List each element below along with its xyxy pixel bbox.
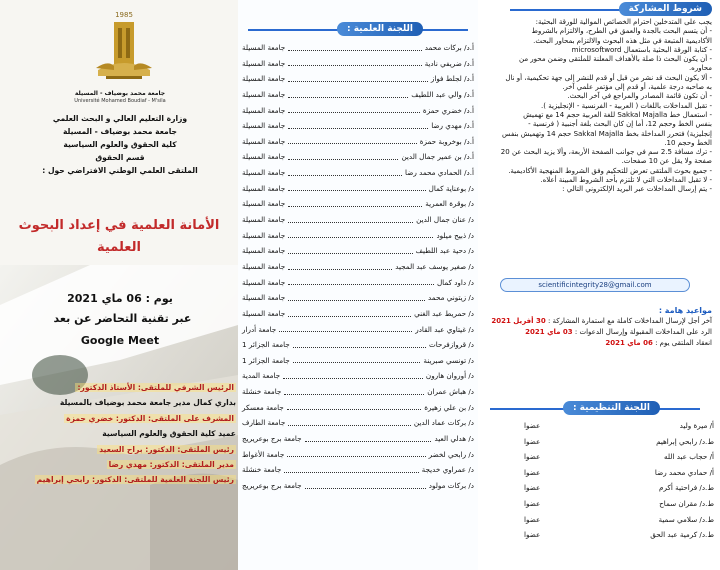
list-item <box>242 40 474 56</box>
member-university: جامعة المسيلة <box>242 152 286 162</box>
date-value: 30 أفريل 2021 <box>491 317 546 325</box>
dates-title: مواعيد هامة : <box>658 306 712 315</box>
member-university: جامعة برج بوعريريج <box>242 480 302 490</box>
officials-list <box>4 380 236 488</box>
condition-line: - كتابة الورقة البحثية باستعمال microsoftword <box>571 45 712 54</box>
official-text: الرئيس الشرفي للملتقى: الأستاذ الدكتور: <box>77 383 234 392</box>
list-item <box>242 103 474 119</box>
member-role: عضوا <box>524 498 541 508</box>
member-university: جامعة المدية <box>242 371 281 381</box>
leader-dots <box>305 478 426 489</box>
member-name: أ.د/ ضريفي نادية <box>424 58 474 68</box>
member-name: ط.د/ مقران سماح <box>659 498 714 508</box>
list-item <box>242 290 474 306</box>
member-university: جامعة المسيلة <box>242 261 286 271</box>
condition-line: يجب على المتدخلين احترام الخصائص الموالية للورقة البحثية: <box>535 18 712 26</box>
member-university: جامعة المسيلة <box>242 121 286 131</box>
member-name: د/ بركات عماد الدين <box>413 418 474 428</box>
leader-dots <box>288 56 421 67</box>
list-item <box>242 447 474 463</box>
member-university: جامعة خنشلة <box>242 387 282 397</box>
list-item <box>242 181 474 197</box>
condition-line: صفحة ولا يقل عن 10 صفحات. <box>621 157 712 166</box>
list-item <box>242 337 474 353</box>
member-name: د/ دحية عبد اللطيف <box>415 246 474 256</box>
divider <box>510 9 620 11</box>
member-role: عضوا <box>524 452 541 462</box>
cover-panel <box>0 0 238 570</box>
university-name-fr: Université Mohamed Boudiaf - M'sila <box>74 98 166 104</box>
member-university: جامعة المسيلة <box>242 168 286 178</box>
leader-dots <box>288 103 420 114</box>
condition-line: إنجليزية) فتحرر المداخلة بخط Sakkal Majalla حجم 14 وتهميش بنفس <box>502 129 712 138</box>
leader-dots <box>288 149 398 160</box>
list-item <box>242 149 474 165</box>
member-university: جامعة المسيلة <box>242 246 286 256</box>
member-name: د/ بوقرة العمرية <box>425 199 474 209</box>
header-line: كلية الحقوق والعلوم السياسية <box>63 140 177 149</box>
member-name: د/ زيتوني محمد <box>428 293 474 303</box>
official-line <box>4 472 236 487</box>
important-dates <box>482 305 712 349</box>
member-university: جامعة المسيلة <box>242 136 286 146</box>
list-item <box>242 259 474 275</box>
list-item <box>242 384 474 400</box>
member-name: د/ رابحي لخضر <box>428 449 474 459</box>
university-logo <box>92 8 156 92</box>
member-university: جامعة المسيلة <box>242 105 286 115</box>
official-line <box>4 442 236 457</box>
member-university: جامعة المسيلة <box>242 74 286 84</box>
condition-line: - أن يكون البحث ذا صلة بالأهداف المعلنة للملتقى وضمن محور من <box>519 55 712 64</box>
member-name: د/ بن علي زهيرة <box>424 402 474 412</box>
event-platform: Google Meet <box>80 334 160 347</box>
list-item <box>242 118 474 134</box>
member-role: عضوا <box>524 483 541 493</box>
member-university: جامعة خنشلة <box>242 465 282 475</box>
list-item <box>242 415 474 431</box>
condition-line: الأكاديمية المتبعة في مثل هذه البحوث والالتزام بمحاور البحث. <box>533 36 712 45</box>
conditions-banner: شروط المشاركة <box>619 2 712 16</box>
header-lines <box>10 112 230 177</box>
header-line: وزارة التعليم العالي و البحث العلمي <box>52 114 188 123</box>
event-tech: عبر تقنية التحاضر عن بعد <box>53 312 192 325</box>
member-name: أ.د/ والي عبد اللطيف <box>411 89 474 99</box>
leader-dots <box>284 384 424 395</box>
member-role: عضوا <box>524 436 541 446</box>
member-university: جامعة المسيلة <box>242 183 286 193</box>
leader-dots <box>283 368 423 379</box>
header-line: قسم الحقوق <box>95 153 145 162</box>
member-name: أ.د/ بركات محمد <box>424 43 474 52</box>
list-item <box>484 449 714 465</box>
conditions-panel <box>478 0 720 570</box>
condition-line: به صاحبه درجة علمية، أو قدم إلى مؤتمر علمي آخر. <box>562 83 712 92</box>
official-text: المشرف على الملتقى: الدكتور: خضري حمزة <box>66 413 234 423</box>
leader-dots <box>288 306 411 317</box>
official-text: بداري كمال مدير جامعة محمد بوضياف بالمسيلة <box>59 398 236 408</box>
list-item <box>242 134 474 150</box>
condition-line: - أن يتسم البحث بالجدة والعمق في الطرح، والالتزام بالشروط <box>531 27 712 36</box>
official-text: عميد كلية الحقوق والعلوم السياسية <box>102 429 236 439</box>
member-role: عضوا <box>524 421 541 430</box>
leader-dots <box>287 447 425 458</box>
member-name: ط.د/ رابحي إبراهيم <box>656 436 714 446</box>
list-item <box>242 196 474 212</box>
leader-dots <box>288 212 413 223</box>
official-line <box>4 411 236 426</box>
leader-dots <box>288 228 433 239</box>
list-item <box>484 512 714 528</box>
member-name: أ/ حجاب عبد الله <box>664 452 714 462</box>
official-text: رئيس اللجنة العلمية للملتقى: الدكتور: رابحي إبراهيم <box>36 475 234 485</box>
list-item <box>242 243 474 259</box>
conference-title: الأمانة العلمية في إعداد البحوث العلمية <box>18 218 220 255</box>
member-name: د/ هدلي العيد <box>434 434 474 444</box>
date-label: انعقاد الملتقى يوم : <box>655 339 712 347</box>
scientific-list <box>242 40 474 494</box>
member-university: جامعة المسيلة <box>242 199 286 209</box>
date-item <box>482 327 712 338</box>
member-name: أ.د/ بن عمير جمال الدين <box>401 152 474 162</box>
member-name: ط.د/ كرمية عبد الحق <box>650 530 714 540</box>
member-name: د/ عمراوي خديجة <box>421 465 474 475</box>
leader-dots <box>288 118 428 129</box>
event-date: يوم : 06 ماي 2021 <box>67 292 173 305</box>
member-university: جامعة المسيلة <box>242 89 286 99</box>
member-name: د/ حمريط عبد الغني <box>414 308 474 318</box>
official-line <box>4 426 236 441</box>
list-item <box>242 212 474 228</box>
member-name: د/ بركات مولود <box>428 480 474 490</box>
member-name: أ.د/ خضري حمزة <box>422 105 474 115</box>
list-item <box>242 71 474 87</box>
leader-dots <box>288 181 425 192</box>
member-name: د/ صغير يوسف عبد المجيد <box>395 261 474 271</box>
list-item <box>484 496 714 512</box>
list-item <box>242 400 474 416</box>
leader-dots <box>288 196 422 207</box>
condition-line: - تقبل المداخلات باللغات ( العربية - الفرنسية - الإنجليزية ). <box>541 101 712 110</box>
member-university: جامعة المسيلة <box>242 215 286 225</box>
member-name: د/ داود كمال <box>436 277 474 287</box>
leader-dots <box>288 134 416 145</box>
condition-line: - ترك مسافة 2.5 سم في جوانب الصفحة الأربعة، وألا يزيد البحث عن 20 <box>500 148 712 157</box>
leader-dots <box>293 353 421 364</box>
member-name: د/ تونسي صبرينة <box>423 355 474 365</box>
official-line <box>4 395 236 410</box>
leader-dots <box>305 431 432 442</box>
list-item <box>242 87 474 103</box>
list-item <box>242 228 474 244</box>
condition-line: - جميع بحوث الملتقى تعرض للتحكيم وفق الشروط المنهجية الأكاديمية. <box>508 166 712 175</box>
list-item <box>484 465 714 481</box>
official-text: رئيس الملتقى: الدكتور: براح السعيد <box>99 444 234 454</box>
condition-line: - أن تكون قائمة المصادر والمراجع في آخر البحث. <box>567 92 712 101</box>
leader-dots <box>288 290 425 301</box>
list-item <box>484 480 714 496</box>
list-item <box>242 322 474 338</box>
member-name: د/ بوعناية كمال <box>428 183 474 193</box>
date-label: الرد على المداخلات المقبولة وإرسال الدعوات : <box>574 328 712 336</box>
email-address[interactable]: scientificintegrity28@gmail.com <box>500 278 690 292</box>
member-university: جامعة برج بوعريريج <box>242 434 302 444</box>
date-item <box>482 316 712 327</box>
member-role: عضوا <box>524 530 541 540</box>
list-item <box>484 527 714 543</box>
leader-dots <box>279 322 412 333</box>
member-university: جامعة الجزائر 1 <box>242 355 290 365</box>
leader-dots <box>288 165 402 176</box>
condition-line: بنفس الخط وحجم 12، أما إن كان البحث بلغة أجنبية ( فرنسية - <box>528 120 712 129</box>
organizing-banner: اللجنة التنظيمية : <box>563 401 660 415</box>
member-name: د/ هباش عمران <box>427 387 474 397</box>
official-line <box>4 457 236 472</box>
condition-line: - استعمال خط Sakkal Majalla للغة العربية حجم 14 مع تهميش <box>523 110 712 119</box>
member-university: جامعة المسيلة <box>242 230 286 240</box>
member-name: أ.د/ الحمادي محمد رضا <box>405 168 474 178</box>
member-name: أ/ حمادي محمد رضا <box>654 467 714 477</box>
member-role: عضوا <box>524 467 541 477</box>
list-item <box>242 478 474 494</box>
conditions-list <box>482 18 712 195</box>
member-university: جامعة المسيلة <box>242 308 286 318</box>
member-university: جامعة المسيلة <box>242 293 286 303</box>
member-university: جامعة الأغواط <box>242 449 285 459</box>
university-name-ar: جامعة محمد بوضياف - المسيلة <box>74 90 166 97</box>
member-name: د/ غيتاوي عبد القادر <box>415 324 474 334</box>
leader-dots <box>288 87 408 98</box>
member-university: جامعة المسيلة <box>242 43 286 52</box>
leader-dots <box>287 400 421 411</box>
official-text: مدير الملتقى: الدكتور: مهدي رضا <box>108 460 234 470</box>
leader-dots <box>284 462 418 473</box>
list-item <box>242 431 474 447</box>
member-university: جامعة الجزائر 1 <box>242 340 290 350</box>
list-item <box>242 353 474 369</box>
leader-dots <box>288 275 434 286</box>
member-name: د/ عنان جمال الدين <box>416 215 474 225</box>
date-item <box>482 338 712 349</box>
list-item <box>242 368 474 384</box>
member-name: د/ قروازفرحات <box>428 340 474 350</box>
condition-line: - لا تقبل المداخلات التي لا تلتزم بأحد الشروط المبينة أعلاه. <box>540 176 712 185</box>
organizing-list <box>484 418 714 543</box>
member-university: جامعة معسكر <box>242 402 284 412</box>
leader-dots <box>288 40 422 51</box>
member-name: أ/ ميرة وليد <box>679 421 714 430</box>
list-item <box>484 434 714 450</box>
date-value: 03 ماي 2021 <box>525 328 573 336</box>
header-line: جامعة محمد بوضياف - المسيلة <box>62 127 178 136</box>
list-item <box>242 275 474 291</box>
member-name: د/ أوروان هارون <box>425 371 474 381</box>
leader-dots <box>288 71 428 82</box>
member-name: ط.د/ فراحتية أكرم <box>659 483 714 493</box>
leader-dots <box>288 243 412 254</box>
list-item <box>242 306 474 322</box>
member-name: أ.د/ لجلط فواز <box>430 74 474 84</box>
leader-dots <box>288 259 392 270</box>
official-line <box>4 380 236 395</box>
condition-line: - يتم إرسال المداخلات عبر البريد الإلكتروني التالي : <box>562 185 712 194</box>
condition-line: - ألا يكون البحث قد نشر من قبل أو قدم للنشر إلى جهة تحكيمية، أو نال <box>505 73 712 82</box>
header-line: الملتقى العلمي الوطني الافتراضي حول : <box>42 166 198 175</box>
member-university: جامعة الطارف <box>242 418 286 428</box>
member-name: ط.د/ سلامي سمية <box>658 514 714 524</box>
member-university: جامعة المسيلة <box>242 58 286 68</box>
list-item <box>242 56 474 72</box>
list-item <box>484 418 714 434</box>
list-item <box>242 165 474 181</box>
member-university: جامعة أدرار <box>242 324 277 334</box>
logo-year: 1985 <box>115 11 133 19</box>
condition-line: محاوره. <box>688 64 712 73</box>
date-label: آخر أجل لإرسال المداخلات كاملة مع استمارة المشاركة : <box>547 317 712 325</box>
member-university: جامعة المسيلة <box>242 277 286 287</box>
condition-line: الخط وحجم 10. <box>664 138 712 147</box>
scientific-banner: اللجنة العلمية : <box>337 22 423 36</box>
list-item <box>242 462 474 478</box>
member-name: أ.د/ بوخروبة حمزة <box>419 136 474 146</box>
member-name: د/ ذبيح ميلود <box>436 230 474 240</box>
leader-dots <box>288 415 411 426</box>
date-value: 06 ماي 2021 <box>605 339 653 347</box>
member-name: أ.د/ مهدي رضا <box>431 121 474 131</box>
leader-dots <box>293 337 426 348</box>
member-role: عضوا <box>524 514 541 524</box>
scientific-panel <box>238 0 478 570</box>
